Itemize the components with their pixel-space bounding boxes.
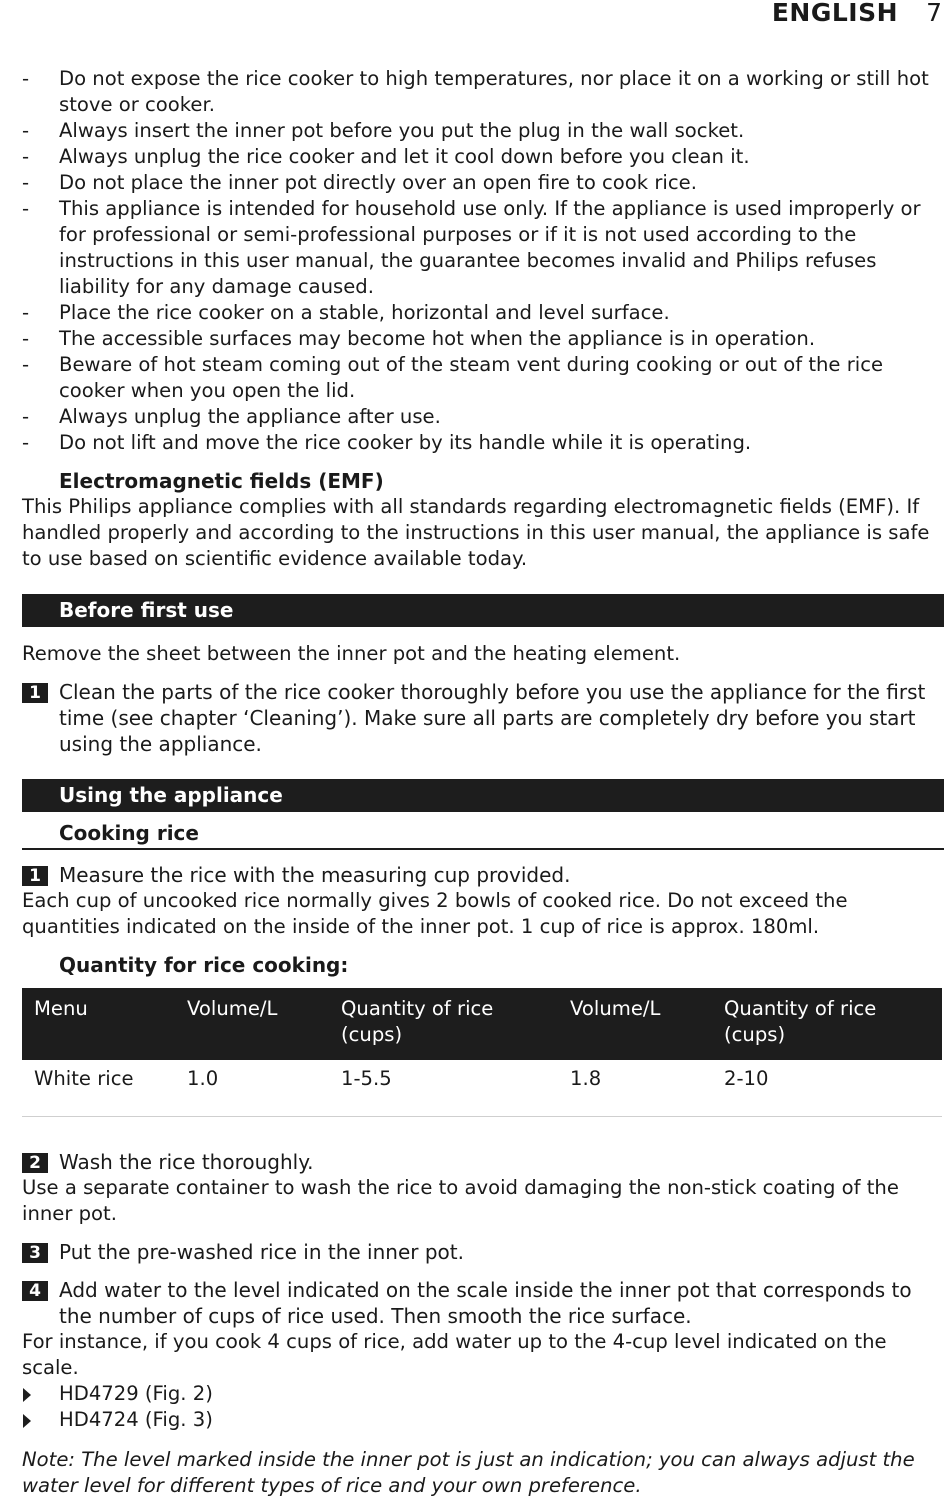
cooking-step-2-note: Use a separate container to wash the rice to avoid damaging the non-stick coating of the inner pot. <box>22 1176 899 1225</box>
safety-item: - Do not expose the rice cooker to high temperatures, nor place it on a working or still hot stove or cooker. <box>22 66 944 118</box>
table-header-cell: Volume/L <box>175 988 329 1060</box>
section-bar-before-first-use: Before first use <box>22 594 944 627</box>
triangle-bullet-icon <box>23 1388 31 1402</box>
step-number-badge: 3 <box>22 1243 48 1263</box>
table-header-cell: Volume/L <box>558 988 712 1060</box>
cooking-step-4-note: For instance, if you cook 4 cups of rice, add water up to the 4-cup level indicated on the scale. <box>22 1330 887 1379</box>
cooking-step-2 <box>22 1149 944 1175</box>
table-header-cell: Quantity of rice (cups) <box>329 988 558 1060</box>
step-number-badge: 2 <box>22 1153 48 1173</box>
quantity-table <box>22 988 942 1117</box>
step-text: Wash the rice thoroughly. <box>59 1150 314 1174</box>
table-header-cell: Quantity of rice (cups) <box>712 988 942 1060</box>
safety-item: - Place the rice cooker on a stable, horizontal and level surface. <box>22 300 944 326</box>
safety-item: - Always insert the inner pot before you put the plug in the wall socket. <box>22 118 944 144</box>
section-bar-using-the-appliance: Using the appliance <box>22 779 944 812</box>
table-header-row <box>22 988 942 1060</box>
model-list <box>22 1381 944 1433</box>
cooking-step-3 <box>22 1239 944 1265</box>
table-header-cell: Menu <box>22 988 175 1060</box>
before-first-use-intro: Remove the sheet between the inner pot and the heating element. <box>22 642 681 665</box>
safety-item: - Beware of hot steam coming out of the steam vent during cooking or out of the rice cooker when you open the lid. <box>22 352 944 404</box>
manual-page <box>22 66 944 1499</box>
cooking-rice-heading: Cooking rice <box>22 820 944 850</box>
table-cell: 1.8 <box>558 1060 712 1117</box>
model-item: HD4729 (Fig. 2) <box>22 1381 944 1407</box>
table-cell: 1-5.5 <box>329 1060 558 1117</box>
model-item: HD4724 (Fig. 3) <box>22 1407 944 1433</box>
table-cell: 1.0 <box>175 1060 329 1117</box>
table-cell: White rice <box>22 1060 175 1117</box>
cooking-step-1-note: Each cup of uncooked rice normally gives 2 bowls of cooked rice. Do not exceed the quantities indicated on the inside of the inner pot. 1 cup of rice is approx. 180ml. <box>22 889 848 938</box>
header-language: ENGLISH <box>771 0 898 27</box>
step-number-badge: 1 <box>22 866 48 886</box>
cooking-step-1 <box>22 862 944 888</box>
safety-item: - Always unplug the rice cooker and let it cool down before you clean it. <box>22 144 944 170</box>
safety-item: - Always unplug the appliance after use. <box>22 404 944 430</box>
step-number-badge: 1 <box>22 683 48 703</box>
water-level-note: Note: The level marked inside the inner pot is just an indication; you can always adjust the water level for different types of rice and your own preference. <box>22 1448 915 1497</box>
step-number-badge: 4 <box>22 1281 48 1301</box>
safety-item: - Do not lift and move the rice cooker by its handle while it is operating. <box>22 430 944 456</box>
triangle-bullet-icon <box>23 1414 31 1428</box>
before-first-use-step-1 <box>22 679 944 757</box>
safety-item: - This appliance is intended for household use only. If the appliance is used improperly or for professional or semi-professional purposes or if it is not used according to the instructions in this user manual, the guarantee becomes invalid and Philips refuses liability for any damage caused. <box>22 196 944 300</box>
step-text: Measure the rice with the measuring cup provided. <box>59 863 571 887</box>
step-text: Clean the parts of the rice cooker thoroughly before you use the appliance for the first time (see chapter ‘Cleaning’). Make sure all parts are completely dry before you start using the appliance. <box>59 680 926 756</box>
safety-list <box>22 66 944 456</box>
step-text: Add water to the level indicated on the scale inside the inner pot that corresponds to the number of cups of rice used. Then smooth the rice surface. <box>59 1278 912 1328</box>
cooking-step-4 <box>22 1277 944 1329</box>
safety-item: - The accessible surfaces may become hot when the appliance is in operation. <box>22 326 944 352</box>
table-cell: 2-10 <box>712 1060 942 1117</box>
table-row <box>22 1060 942 1117</box>
emf-text: This Philips appliance complies with all standards regarding electromagnetic fields (EMF). If handled properly and according to the instructions in this user manual, the appliance is safe to use based on scientific evidence available today. <box>22 495 930 570</box>
emf-heading: Electromagnetic fields (EMF) <box>59 469 384 493</box>
quantity-table-title: Quantity for rice cooking: <box>59 953 349 977</box>
page-number: 7 <box>926 0 942 27</box>
safety-item: - Do not place the inner pot directly over an open fire to cook rice. <box>22 170 944 196</box>
step-text: Put the pre-washed rice in the inner pot. <box>59 1240 464 1264</box>
